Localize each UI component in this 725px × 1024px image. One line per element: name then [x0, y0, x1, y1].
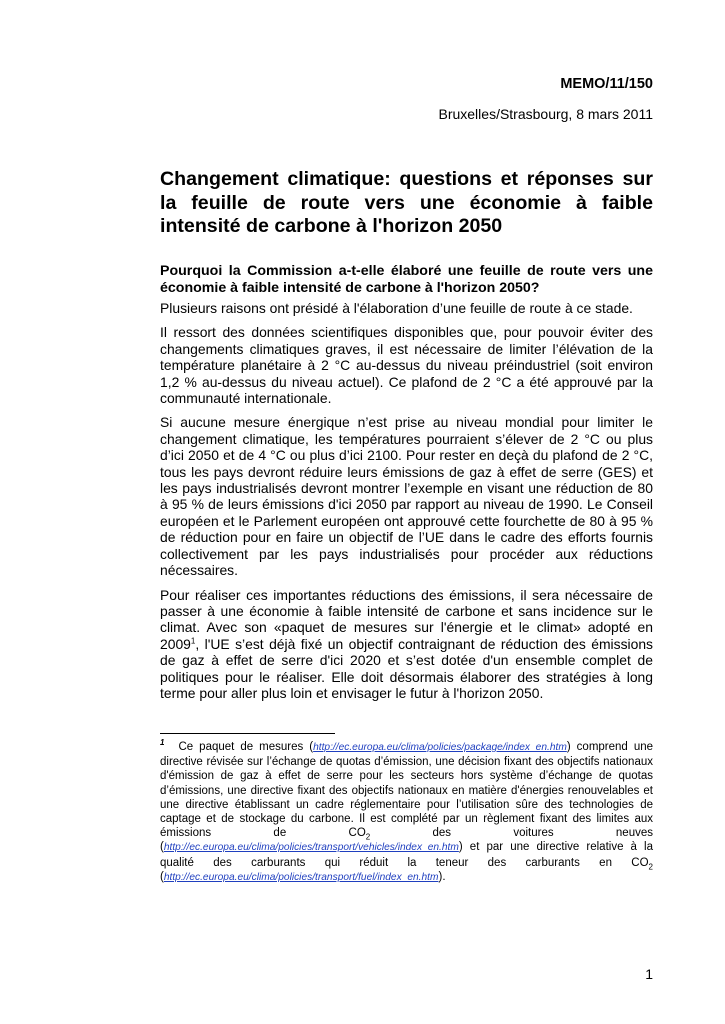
footnote-separator [160, 733, 335, 734]
paragraph: Plusieurs raisons ont présidé à l'élaboration d’une feuille de route à ce stade. [160, 300, 633, 316]
footnote-link[interactable]: http://ec.europa.eu/clima/policies/transport/vehicles/index_en.htm [163, 842, 459, 854]
date-line: Bruxelles/Strasbourg, 8 mars 2011 [438, 106, 653, 122]
footnote-link[interactable]: http://ec.europa.eu/clima/policies/package/index_en.htm [313, 742, 567, 753]
page-number: 1 [645, 966, 653, 982]
paragraph: Si aucune mesure énergique n’est prise au niveau mondial pour limiter le changement climatique, les températures pourraient s’élever de 2 °C ou plus d’ici 2050 et de 4 °C ou plus d’ici 2100. Pour rester en deçà du plafond de 2 °C, tous les pays devront réduire leurs émissions de gaz à effet de serre (GES) et les pays industrialisés devront montrer l’exemple en visant une réduction de 80 à 95 % de leurs émissions d'ici 2050 par rapport au niveau de 1990. Le Conseil européen et le Parlement européen ont approuvé cette fourchette de 80 à 95 % de réduction pour en faire un objectif de l’UE dans le cadre des efforts fournis collectivement par les pays industrialisés pour procéder aux réductions nécessaires. [160, 414, 653, 579]
main-content [160, 263, 653, 709]
footnote-mark: 1 [160, 738, 165, 748]
footnote-text: ) comprend une directive révisée sur l’échange de quotas d’émission, une décision fixant des objectifs nationaux d'émission de gaz à effet de serre pour les secteurs hors système d’échange de quotas d’émissions, une directive fixant des objectifs nationaux en matière d'énergies renouvelables et une directive établissant un cadre réglementaire pour l’utilisation sûre des technologies de captage et de stockage du carbone. Il est complété par un règlement fixant des limites aux émissions de CO [160, 741, 654, 840]
footnote-reference[interactable]: 1 [190, 636, 196, 646]
document-title: Changement climatique: questions et réponses sur la feuille de route vers une économie à faible intensité de carbone à l'horizon 2050 [160, 168, 653, 237]
footnote-text: des voitures neuves ( [160, 827, 653, 854]
footnote-text: Ce paquet de mesures ( [172, 741, 314, 753]
footnote-text: ( [160, 870, 164, 883]
footnote [160, 740, 653, 885]
section-heading: Pourquoi la Commission a-t-elle élaboré une feuille de route vers une économie à faible intensité de carbone à l'horizon 2050? [160, 263, 653, 296]
paragraph [160, 587, 653, 702]
footnote-text: ) et par une directive relative à la qualité des carburants qui réduit la teneur des carburants en CO [160, 841, 653, 869]
subscript: 2 [365, 832, 371, 842]
footnote-link[interactable]: http://ec.europa.eu/clima/policies/transport/fuel/index_en.htm [163, 871, 439, 883]
subscript: 2 [648, 861, 653, 871]
footnote-text: ). [438, 870, 446, 883]
memo-reference: MEMO/11/150 [560, 76, 653, 92]
paragraph: Il ressort des données scientifiques disponibles que, pour pouvoir éviter des changements climatiques graves, il est nécessaire de limiter l’élévation de la température planétaire à 2 °C au-dessus du niveau préindustriel (soit environ 1,2 % au-dessus du niveau actuel). Ce plafond de 2 °C a été approuvé par la communauté internationale. [160, 324, 653, 407]
paragraph-text: Pour réaliser ces importantes réductions des émissions, il sera nécessaire de passer à une économie à faible intensité de carbone et sans incidence sur le climat. Avec son «paquet de mesures sur l'énergie et le climat» adopté en 2009 [160, 586, 653, 652]
paragraph-text: , l'UE s’est déjà fixé un objectif contraignant de réduction des émissions de gaz à effet de serre d'ici 2020 et s’est dotée d'un ensemble complet de politiques pour le réaliser. Elle doit désormais élaborer des stratégies à long terme pour aller plus loin et envisager le futur à l'horizon 2050. [160, 635, 653, 701]
